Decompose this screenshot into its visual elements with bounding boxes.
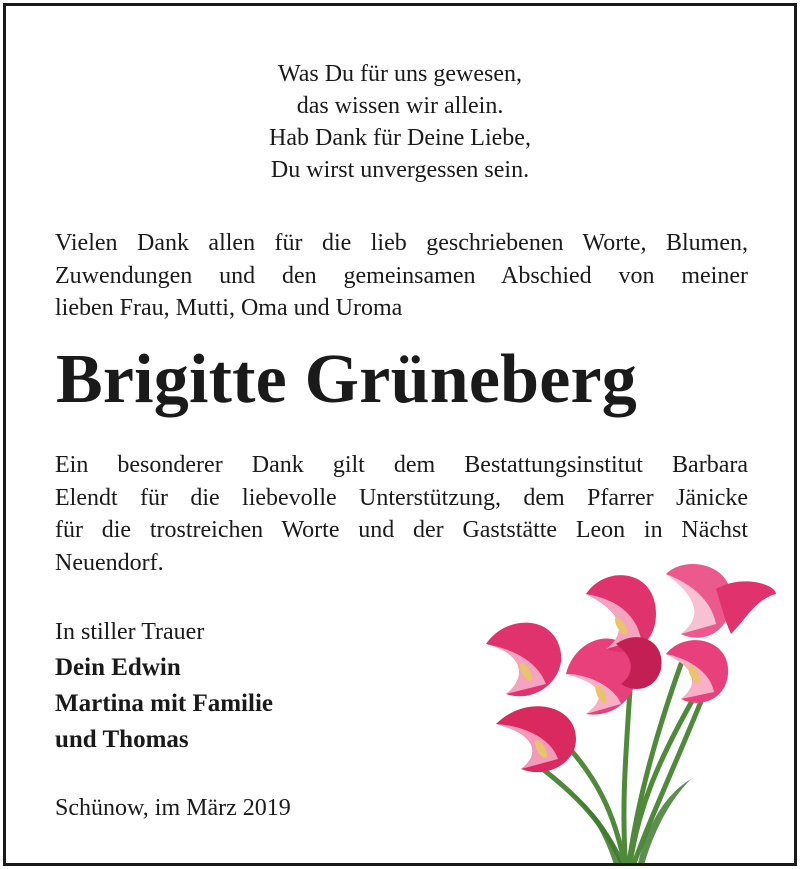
thanks-intro-line: lieben Frau, Mutti, Oma und Uroma (55, 295, 403, 321)
special-thanks-line: Elendt für die liebevolle Unterstützung, dem Pfarrer Jänicke (55, 484, 748, 511)
thanks-intro-line: Zuwendungen und den gemeinsamen Abschied von meiner (55, 262, 748, 289)
poem-line: Hab Dank für Deine Liebe, (269, 125, 531, 151)
mourner-name: Martina mit Familie (55, 690, 273, 717)
thanks-intro (55, 227, 748, 325)
calla-lily-bouquet-icon (466, 554, 786, 866)
place-and-date: Schünow, im März 2019 (55, 795, 291, 821)
memorial-poem (6, 58, 794, 186)
poem-line: Was Du für uns gewesen, (277, 61, 522, 87)
mourner-name: Dein Edwin (55, 654, 181, 681)
deceased-name: Brigitte Grüneberg (56, 341, 637, 418)
mourner-name: und Thomas (55, 726, 189, 753)
thanks-intro-line: Vielen Dank allen für die lieb geschriebenen Worte, Blumen, (55, 230, 748, 256)
mourners-block (55, 614, 273, 758)
poem-line: das wissen wir allein. (296, 93, 504, 119)
poem-line: Du wirst unvergessen sein. (270, 157, 530, 183)
special-thanks-line: Ein besonderer Dank gilt dem Bestattungsinstitut Barbara (55, 452, 748, 478)
special-thanks-line: für die trostreichen Worte und der Gaststätte Leon in Nächst (55, 517, 748, 543)
special-thanks-line: Neuendorf. (55, 549, 164, 576)
obituary-card (3, 3, 797, 866)
mourning-label: In stiller Trauer (55, 619, 205, 645)
